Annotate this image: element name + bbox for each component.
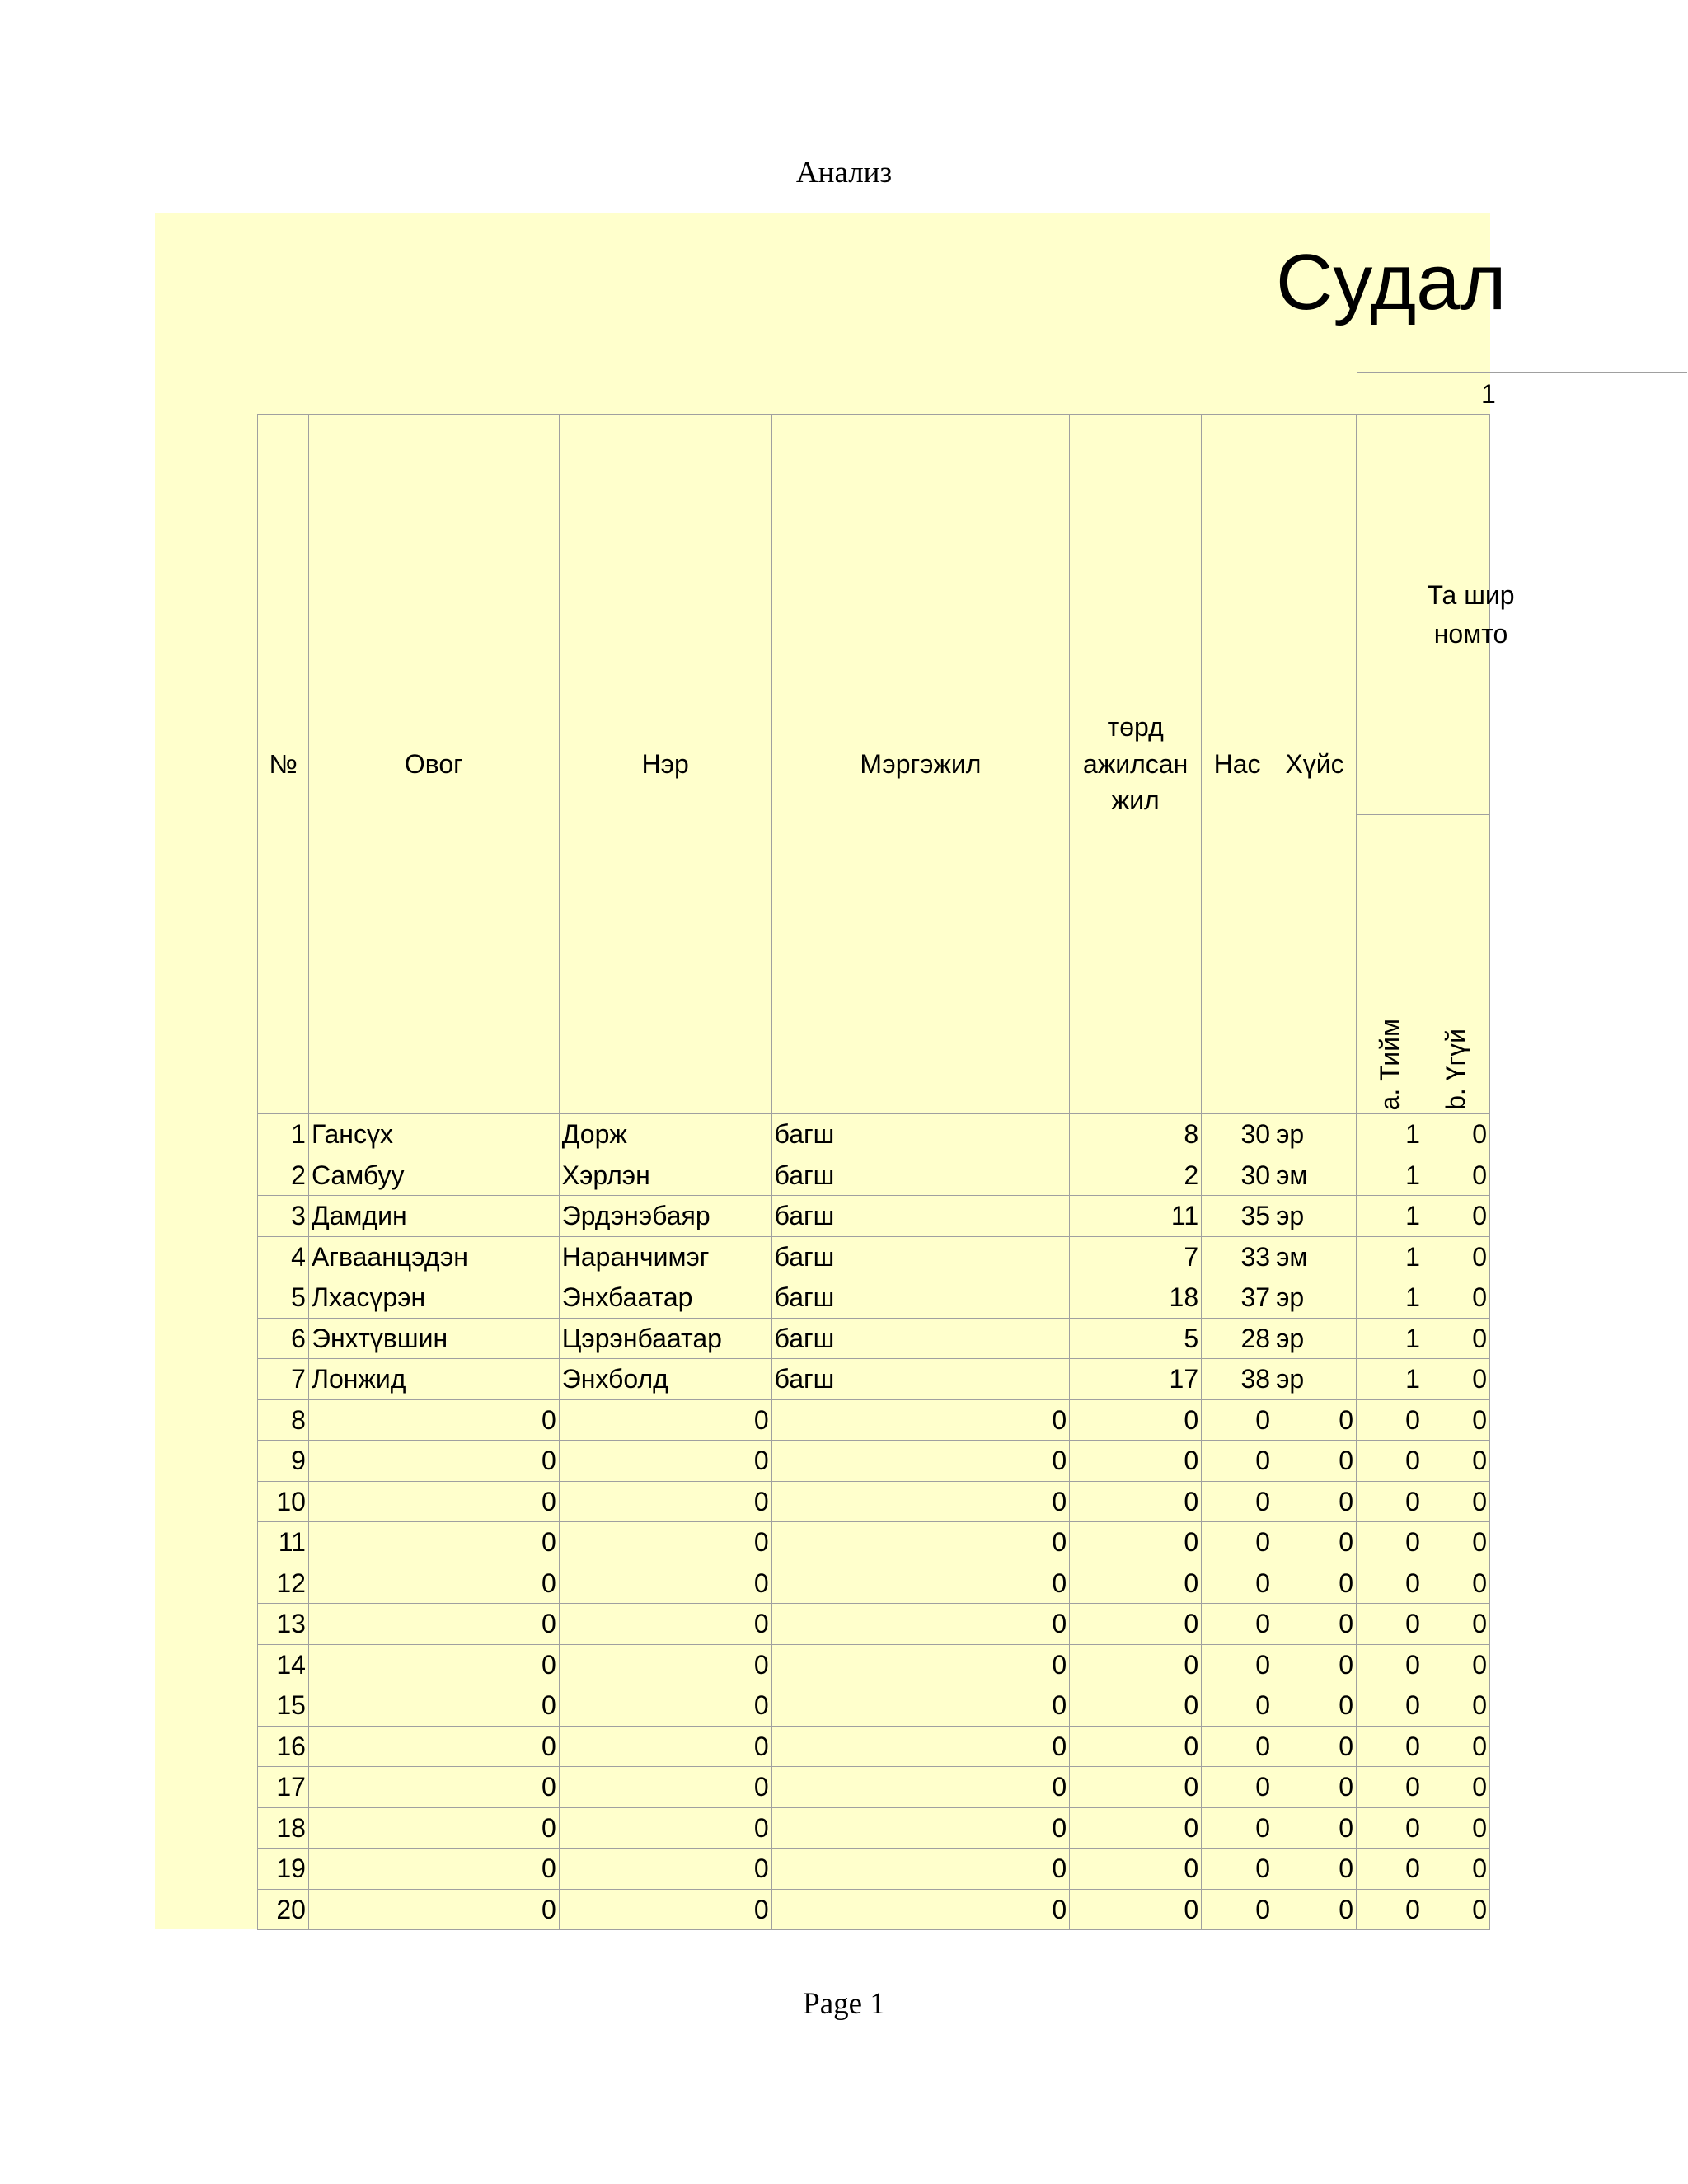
cell-no: 12	[258, 1563, 309, 1604]
header-name: Нэр	[559, 415, 771, 1114]
cell-profession: 0	[771, 1563, 1070, 1604]
cell-age: 0	[1202, 1889, 1273, 1930]
cell-profession: 0	[771, 1685, 1070, 1727]
cell-no: 4	[258, 1236, 309, 1277]
cell-age: 0	[1202, 1644, 1273, 1685]
cell-option-b: 0	[1423, 1522, 1489, 1563]
cell-profession: багш	[771, 1196, 1070, 1237]
cell-name: 0	[559, 1767, 771, 1808]
cell-no: 11	[258, 1522, 309, 1563]
cell-no: 13	[258, 1604, 309, 1645]
cell-age: 0	[1202, 1522, 1273, 1563]
cell-option-b: 0	[1423, 1277, 1489, 1319]
cell-name: 0	[559, 1522, 771, 1563]
cell-option-b: 0	[1423, 1481, 1489, 1522]
cell-name: 0	[559, 1604, 771, 1645]
cell-profession: багш	[771, 1318, 1070, 1359]
cell-surname: Дамдин	[308, 1196, 559, 1237]
cell-years: 0	[1070, 1522, 1202, 1563]
cell-no: 16	[258, 1726, 309, 1767]
cell-profession: 0	[771, 1807, 1070, 1849]
cell-option-b: 0	[1423, 1685, 1489, 1727]
cell-option-b: 0	[1423, 1236, 1489, 1277]
cell-name: 0	[559, 1849, 771, 1890]
cell-name: Дорж	[559, 1114, 771, 1155]
table-row	[258, 1318, 1490, 1359]
table-row	[258, 1807, 1490, 1849]
cell-option-a: 1	[1357, 1114, 1423, 1155]
cell-option-b: 0	[1423, 1114, 1489, 1155]
question-group-number: 1	[1481, 379, 1496, 409]
cell-surname: 0	[308, 1807, 559, 1849]
cell-profession: багш	[771, 1236, 1070, 1277]
cell-gender: эр	[1273, 1277, 1357, 1319]
cell-age: 38	[1202, 1359, 1273, 1400]
cell-profession: 0	[771, 1889, 1070, 1930]
header-option-a: a. Тийм	[1357, 815, 1423, 1114]
cell-option-b: 0	[1423, 1849, 1489, 1890]
cell-no: 2	[258, 1155, 309, 1196]
cell-years: 0	[1070, 1399, 1202, 1441]
table-row	[258, 1604, 1490, 1645]
cell-age: 0	[1202, 1849, 1273, 1890]
cell-option-a: 0	[1357, 1807, 1423, 1849]
cell-years: 0	[1070, 1767, 1202, 1808]
cell-years: 0	[1070, 1726, 1202, 1767]
cell-option-a: 0	[1357, 1726, 1423, 1767]
cell-option-a: 0	[1357, 1522, 1423, 1563]
cell-gender: 0	[1273, 1604, 1357, 1645]
header-age: Нас	[1202, 415, 1273, 1114]
cell-age: 30	[1202, 1155, 1273, 1196]
cell-years: 0	[1070, 1644, 1202, 1685]
cell-years: 0	[1070, 1604, 1202, 1645]
cell-option-b: 0	[1423, 1196, 1489, 1237]
cell-years: 0	[1070, 1685, 1202, 1727]
cell-gender: эм	[1273, 1155, 1357, 1196]
cell-surname: 0	[308, 1849, 559, 1890]
cell-years: 0	[1070, 1481, 1202, 1522]
table-row	[258, 1277, 1490, 1319]
cell-profession: 0	[771, 1849, 1070, 1890]
cell-age: 0	[1202, 1481, 1273, 1522]
cell-no: 19	[258, 1849, 309, 1890]
cell-years: 0	[1070, 1441, 1202, 1482]
cell-option-a: 1	[1357, 1318, 1423, 1359]
cell-age: 28	[1202, 1318, 1273, 1359]
question-text-line2: номто	[1433, 618, 1508, 649]
cell-years: 2	[1070, 1155, 1202, 1196]
cell-option-b: 0	[1423, 1155, 1489, 1196]
cell-option-b: 0	[1423, 1359, 1489, 1400]
cell-surname: 0	[308, 1441, 559, 1482]
cell-option-a: 0	[1357, 1767, 1423, 1808]
table-row	[258, 1236, 1490, 1277]
survey-table	[257, 414, 1515, 1930]
cell-surname: Лонжид	[308, 1359, 559, 1400]
cell-no: 20	[258, 1889, 309, 1930]
cell-surname: Гансүх	[308, 1114, 559, 1155]
cell-option-a: 1	[1357, 1359, 1423, 1400]
table-row	[258, 1726, 1490, 1767]
cell-surname: 0	[308, 1563, 559, 1604]
cell-no: 6	[258, 1318, 309, 1359]
cell-gender: эр	[1273, 1359, 1357, 1400]
cell-years: 0	[1070, 1889, 1202, 1930]
cell-gender: 0	[1273, 1563, 1357, 1604]
cell-option-b: 0	[1423, 1726, 1489, 1767]
cell-years: 7	[1070, 1236, 1202, 1277]
cell-no: 9	[258, 1441, 309, 1482]
cell-option-a: 0	[1357, 1563, 1423, 1604]
table-row	[258, 1399, 1490, 1441]
cell-surname: 0	[308, 1644, 559, 1685]
cell-years: 17	[1070, 1359, 1202, 1400]
cell-name: 0	[559, 1889, 771, 1930]
cell-name: 0	[559, 1441, 771, 1482]
cell-no: 18	[258, 1807, 309, 1849]
sheet-title: Судал	[1276, 238, 1507, 326]
cell-no: 3	[258, 1196, 309, 1237]
cell-surname: Энхтүвшин	[308, 1318, 559, 1359]
cell-name: Эрдэнэбаяр	[559, 1196, 771, 1237]
cell-age: 35	[1202, 1196, 1273, 1237]
cell-option-a: 0	[1357, 1441, 1423, 1482]
cell-name: 0	[559, 1563, 771, 1604]
cell-option-b: 0	[1423, 1604, 1489, 1645]
cell-option-a: 1	[1357, 1277, 1423, 1319]
cell-gender: эр	[1273, 1196, 1357, 1237]
cell-no: 15	[258, 1685, 309, 1727]
table-row	[258, 1685, 1490, 1727]
question-group-header	[1357, 372, 1687, 415]
table-row	[258, 1481, 1490, 1522]
cell-years: 8	[1070, 1114, 1202, 1155]
header-gender: Хүйс	[1273, 415, 1357, 1114]
cell-surname: Самбуу	[308, 1155, 559, 1196]
table-row	[258, 1196, 1490, 1237]
cell-profession: 0	[771, 1726, 1070, 1767]
cell-surname: 0	[308, 1399, 559, 1441]
cell-profession: 0	[771, 1767, 1070, 1808]
cell-gender: 0	[1273, 1441, 1357, 1482]
cell-surname: 0	[308, 1685, 559, 1727]
cell-name: Энхбаатар	[559, 1277, 771, 1319]
cell-name: Наранчимэг	[559, 1236, 771, 1277]
header-surname: Овог	[308, 415, 559, 1114]
cell-age: 37	[1202, 1277, 1273, 1319]
cell-name: 0	[559, 1807, 771, 1849]
cell-no: 10	[258, 1481, 309, 1522]
cell-option-b: 0	[1423, 1563, 1489, 1604]
cell-option-a: 0	[1357, 1889, 1423, 1930]
cell-years: 5	[1070, 1318, 1202, 1359]
cell-gender: 0	[1273, 1399, 1357, 1441]
cell-option-b: 0	[1423, 1318, 1489, 1359]
header-option-b: b. Үгүй	[1423, 815, 1489, 1114]
cell-option-a: 0	[1357, 1399, 1423, 1441]
cell-age: 0	[1202, 1399, 1273, 1441]
cell-profession: багш	[771, 1359, 1070, 1400]
cell-no: 1	[258, 1114, 309, 1155]
cell-option-a: 0	[1357, 1685, 1423, 1727]
cell-age: 0	[1202, 1441, 1273, 1482]
cell-name: 0	[559, 1726, 771, 1767]
cell-gender: 0	[1273, 1767, 1357, 1808]
cell-surname: 0	[308, 1481, 559, 1522]
cell-age: 0	[1202, 1807, 1273, 1849]
cell-surname: Лхасүрэн	[308, 1277, 559, 1319]
cell-name: 0	[559, 1644, 771, 1685]
cell-age: 0	[1202, 1563, 1273, 1604]
cell-option-b: 0	[1423, 1399, 1489, 1441]
cell-years: 18	[1070, 1277, 1202, 1319]
cell-profession: 0	[771, 1604, 1070, 1645]
cell-option-b: 0	[1423, 1807, 1489, 1849]
cell-gender: 0	[1273, 1889, 1357, 1930]
cell-gender: эр	[1273, 1318, 1357, 1359]
cell-no: 5	[258, 1277, 309, 1319]
cell-gender: эр	[1273, 1114, 1357, 1155]
cell-option-b: 0	[1423, 1889, 1489, 1930]
cell-gender: 0	[1273, 1481, 1357, 1522]
cell-age: 30	[1202, 1114, 1273, 1155]
cell-gender: 0	[1273, 1644, 1357, 1685]
cell-option-a: 0	[1357, 1481, 1423, 1522]
cell-age: 0	[1202, 1604, 1273, 1645]
cell-option-a: 1	[1357, 1236, 1423, 1277]
cell-option-b: 0	[1423, 1767, 1489, 1808]
table-row	[258, 1441, 1490, 1482]
table-row	[258, 1889, 1490, 1930]
cell-surname: Агваанцэдэн	[308, 1236, 559, 1277]
cell-no: 7	[258, 1359, 309, 1400]
cell-name: Цэрэнбаатар	[559, 1318, 771, 1359]
header-profession: Мэргэжил	[771, 415, 1070, 1114]
cell-option-b: 0	[1423, 1441, 1489, 1482]
cell-profession: 0	[771, 1399, 1070, 1441]
cell-surname: 0	[308, 1889, 559, 1930]
cell-option-a: 0	[1357, 1849, 1423, 1890]
table-row	[258, 1155, 1490, 1196]
cell-name: 0	[559, 1685, 771, 1727]
cell-age: 33	[1202, 1236, 1273, 1277]
header-question	[1357, 415, 1515, 815]
cell-profession: 0	[771, 1522, 1070, 1563]
cell-years: 0	[1070, 1807, 1202, 1849]
cell-profession: 0	[771, 1481, 1070, 1522]
cell-profession: багш	[771, 1277, 1070, 1319]
cell-years: 0	[1070, 1849, 1202, 1890]
cell-name: Энхболд	[559, 1359, 771, 1400]
cell-surname: 0	[308, 1726, 559, 1767]
cell-option-a: 1	[1357, 1155, 1423, 1196]
table-row	[258, 1644, 1490, 1685]
cell-name: 0	[559, 1399, 771, 1441]
table-row	[258, 1767, 1490, 1808]
cell-years: 0	[1070, 1563, 1202, 1604]
table-row	[258, 1563, 1490, 1604]
cell-age: 0	[1202, 1767, 1273, 1808]
cell-age: 0	[1202, 1685, 1273, 1727]
table-row	[258, 1522, 1490, 1563]
cell-gender: 0	[1273, 1726, 1357, 1767]
cell-profession: 0	[771, 1644, 1070, 1685]
spreadsheet-area	[155, 213, 1515, 1929]
cell-surname: 0	[308, 1604, 559, 1645]
cell-age: 0	[1202, 1726, 1273, 1767]
cell-gender: 0	[1273, 1807, 1357, 1849]
cell-option-b: 0	[1423, 1644, 1489, 1685]
cell-surname: 0	[308, 1767, 559, 1808]
cell-gender: 0	[1273, 1685, 1357, 1727]
cell-profession: багш	[771, 1114, 1070, 1155]
table-row	[258, 1849, 1490, 1890]
cell-no: 14	[258, 1644, 309, 1685]
cell-option-a: 1	[1357, 1196, 1423, 1237]
cell-name: 0	[559, 1481, 771, 1522]
header-no: №	[258, 415, 309, 1114]
table-row	[258, 1114, 1490, 1155]
page-footer: Page 1	[803, 1987, 885, 2021]
table-row	[258, 1359, 1490, 1400]
cell-gender: эм	[1273, 1236, 1357, 1277]
cell-name: Хэрлэн	[559, 1155, 771, 1196]
cell-profession: 0	[771, 1441, 1070, 1482]
header-years-worked: төрд ажилсан жил	[1070, 415, 1202, 1114]
cell-gender: 0	[1273, 1849, 1357, 1890]
cell-surname: 0	[308, 1522, 559, 1563]
cell-no: 8	[258, 1399, 309, 1441]
cell-option-a: 0	[1357, 1604, 1423, 1645]
cell-no: 17	[258, 1767, 309, 1808]
cell-gender: 0	[1273, 1522, 1357, 1563]
cell-years: 11	[1070, 1196, 1202, 1237]
page-header: Анализ	[795, 156, 893, 190]
cell-profession: багш	[771, 1155, 1070, 1196]
question-text-line1: Та шир	[1427, 580, 1515, 611]
cell-option-a: 0	[1357, 1644, 1423, 1685]
